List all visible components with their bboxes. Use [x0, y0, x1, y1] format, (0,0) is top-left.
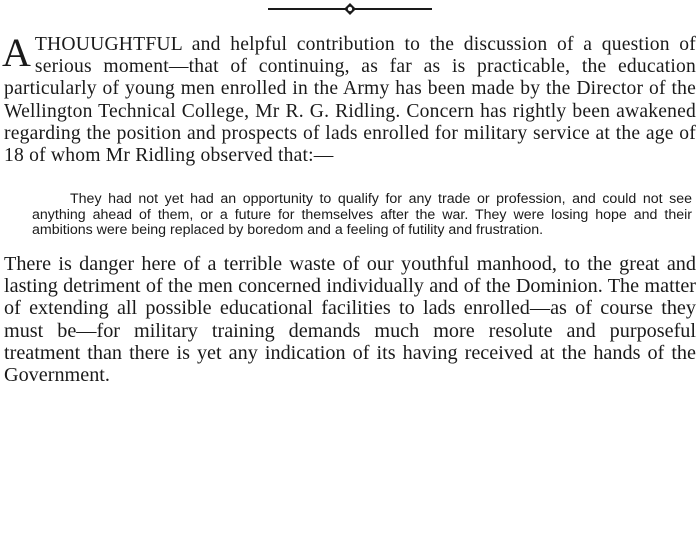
opening-paragraph	[2, 30, 696, 167]
closing-paragraph: There is danger here of a terrible waste of our youthful manhood, to the great and lasting detriment of the men concerned individually and of the Dominion. The matter of extending all possible educational facilities to lads enrolled—as of course they must be—for military training demands much more resolute and purposeful treatment than there is yet any indication of its having received at the hands of the Government.	[4, 253, 696, 387]
opening-paragraph-text: THOUUGHTFUL and helpful contribution to the discussion of a question of serious moment—that of continuing, as far as is practicable, the education particularly of young men enrolled in the Army has been made by the Director of the Wellington Technical College, Mr R. G. Ridling. Concern has rightly been awakened regarding the position and prospects of lads enrolled for military service at the age of 18 of whom Mr Ridling observed that:—	[4, 34, 696, 167]
section-divider-ornament	[268, 2, 432, 16]
drop-cap-initial: A	[2, 30, 31, 75]
block-quotation: They had not yet had an opportunity to qualify for any trade or profession, and could not see anything ahead of them, or a future for themselves after the war. They were losing hope and their ambitions were being replaced by boredom and a feeling of futility and frustration.	[32, 191, 692, 239]
editorial-article	[2, 30, 696, 387]
